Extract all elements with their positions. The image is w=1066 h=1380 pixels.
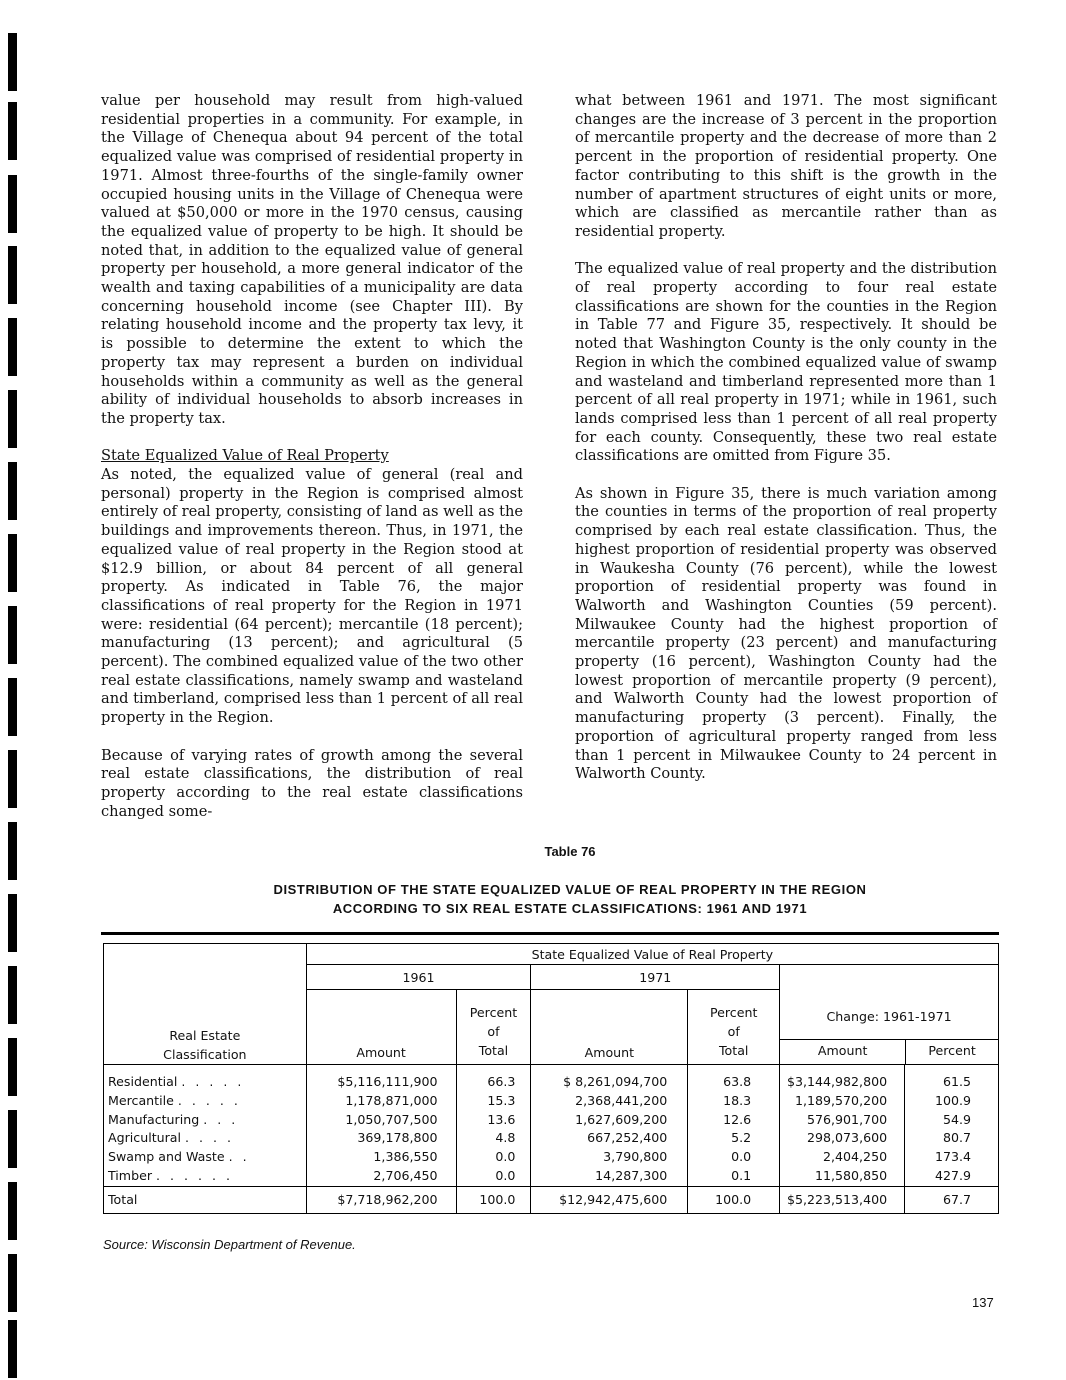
column-amount-1961: $5,116,111,900 1,178,871,000 1,050,707,500 369,178,800 1,386,550 2,706,450 <box>306 1065 456 1187</box>
right-text-column <box>575 92 997 803</box>
binding-mark <box>8 678 17 736</box>
table-row-label: Manufacturing . . . <box>108 1111 239 1127</box>
header-classification: Real Estate Classification <box>104 944 307 1065</box>
data-table <box>103 943 999 1214</box>
paragraph: value per household may result from high-valued residential properties in a community. For example, in the Village of Chenequa about 94 percent of the total equalized value was comprised of residential property in 1971. Almost three-fourths of the single-family owner occupied housing units in the Village of Chenequa were valued at $50,000 or more in the 1970 census, causing the equalized value of property to be high. It should be noted that, in addition to the equalized value of general property per household, a more general indicator of the wealth and taxing capabilities of a municipality are data concerning household income (see Chapter III). By relating household income and the property tax levy, it is possible to determine the extent to which the property tax may represent a burden on individual households within a community as well as the general ability of individual households to absorb increases in the property tax. <box>101 92 523 427</box>
binding-mark <box>8 1182 17 1240</box>
paragraph: Because of varying rates of growth among the several real estate classifications, the distribution of real property according to the real estate classifications changed some- <box>101 746 523 820</box>
column-amount-1971: $ 8,261,094,700 2,368,441,200 1,627,609,200 667,252,400 3,790,800 14,287,300 <box>531 1065 688 1187</box>
table-title <box>0 880 1066 918</box>
total-change-percent: 67.7 <box>905 1186 999 1213</box>
header-percent-1961: Percent of Total <box>456 990 531 1065</box>
table-title-line: ACCORDING TO SIX REAL ESTATE CLASSIFICATIONS: 1961 AND 1971 <box>332 901 808 916</box>
total-label: Total <box>104 1186 307 1213</box>
column-change-amount: $3,144,982,800 1,189,570,200 576,901,700 298,073,600 2,404,250 11,580,850 <box>780 1065 905 1187</box>
header-percent-1971: Percent of Total <box>688 990 780 1065</box>
table-top-rule <box>101 932 999 935</box>
total-percent-1961: 100.0 <box>456 1186 531 1213</box>
binding-mark <box>8 1110 17 1168</box>
header-group: State Equalized Value of Real Property <box>306 944 998 965</box>
header-change-spacer <box>780 965 999 990</box>
binding-mark <box>8 606 17 664</box>
binding-mark <box>8 462 17 520</box>
binding-mark <box>8 534 17 592</box>
table-body <box>104 1065 999 1187</box>
paragraph: As shown in Figure 35, there is much variation among the counties in terms of the proportion of real property comprised by each real estate classification. Thus, the highest proportion of residential property was observed in Waukesha County (76 percent), while the lowest proportion of residential property was found in Walworth and Washington Counties (59 percent). Milwaukee County had the highest proportion of mercantile property (23 percent) and manufacturing property (16 percent), Washington County had the lowest proportion of mercantile property (9 percent), and Walworth County had the lowest proportion of manufacturing property (3 percent). Finally, the proportion of agricultural property ranged from less than 1 percent in Milwaukee County to 24 percent in Walworth County. <box>575 484 997 783</box>
source-note: Source: Wisconsin Department of Revenue. <box>103 1237 356 1252</box>
column-classification <box>104 1065 307 1187</box>
binding-mark <box>8 1038 17 1096</box>
total-amount-1961: $7,718,962,200 <box>306 1186 456 1213</box>
header-year-1961: 1961 <box>306 965 531 990</box>
header-change-label: Change: 1961-1971 <box>780 994 998 1040</box>
binding-mark <box>8 1320 17 1378</box>
header-change-amount: Amount <box>780 1040 906 1064</box>
binding-mark <box>8 175 17 233</box>
table-row-label: Timber . . . . . . <box>108 1167 234 1183</box>
table-row-label: Mercantile . . . . . <box>108 1092 241 1108</box>
total-change-amount: $5,223,513,400 <box>780 1186 905 1213</box>
section-heading: State Equalized Value of Real Property <box>101 447 389 465</box>
total-percent-1971: 100.0 <box>688 1186 780 1213</box>
binding-mark <box>8 246 17 304</box>
table-title-line: DISTRIBUTION OF THE STATE EQUALIZED VALUE OF REAL PROPERTY IN THE REGION <box>273 882 867 897</box>
binding-mark <box>8 750 17 808</box>
binding-mark <box>8 966 17 1024</box>
column-percent-1971: 63.8 18.3 12.6 5.2 0.0 0.1 <box>688 1065 780 1187</box>
header-amount-1961: Amount <box>306 990 456 1065</box>
table-number: Table 76 <box>544 844 596 859</box>
table-row-label: Agricultural . . . . <box>108 1130 235 1146</box>
column-change-percent: 61.5 100.9 54.9 80.7 173.4 427.9 <box>905 1065 999 1187</box>
table-row-label: Swamp and Waste . . <box>108 1149 250 1165</box>
header-change <box>780 990 999 1065</box>
binding-mark <box>8 318 17 376</box>
binding-mark <box>8 102 17 160</box>
paragraph: As noted, the equalized value of general (real and personal) property in the Region is comprised almost entirely of real property, consisting of land as well as the buildings and improvements thereon. Thus, in 1971, the equalized value of real property in the Region stood at $12.9 billion, or about 84 percent of all general property. As indicated in Table 76, the major classifications of real property for the Region in 1971 were: residential (64 percent); mercantile (18 percent); manufacturing (13 percent); and agricultural (5 percent). The combined equalized value of the two other real estate classifications, namely swamp and wasteland and timberland, comprised less than 1 percent of all real property in the Region. <box>101 466 523 727</box>
binding-mark <box>8 1254 17 1312</box>
total-amount-1971: $12,942,475,600 <box>531 1186 688 1213</box>
binding-mark <box>8 390 17 448</box>
header-amount-1971: Amount <box>531 990 688 1065</box>
binding-mark <box>8 33 17 91</box>
paragraph: The equalized value of real property and the distribution of real property according to four real estate classifications are shown for the counties in the Region in Table 77 and Figure 35, respectively. It should be noted that Washington County is the only county in the Region in which the combined equalized value of swamp and wasteland and timberland represented more than 1 percent of all real property in 1971; while in 1961, such lands comprised less than 1 percent of all real property for each county. Consequently, these two real estate classifications are omitted from Figure 35. <box>575 260 997 465</box>
page-number: 137 <box>972 1295 994 1310</box>
table-row-label: Residential . . . . . <box>108 1074 245 1089</box>
left-text-column <box>101 92 523 840</box>
table-row-total <box>104 1186 999 1213</box>
paragraph: what between 1961 and 1971. The most significant changes are the increase of 3 percent in the proportion of mercantile property and the decrease of more than 2 percent in the proportion of residential property. One factor contributing to this shift is the growth in the number of apartment structures of eight units or more, which are classified as mercantile rather than as residential property. <box>575 92 997 240</box>
header-change-percent: Percent <box>928 1043 976 1058</box>
column-percent-1961: 66.3 15.3 13.6 4.8 0.0 0.0 <box>456 1065 531 1187</box>
header-year-1971: 1971 <box>531 965 780 990</box>
